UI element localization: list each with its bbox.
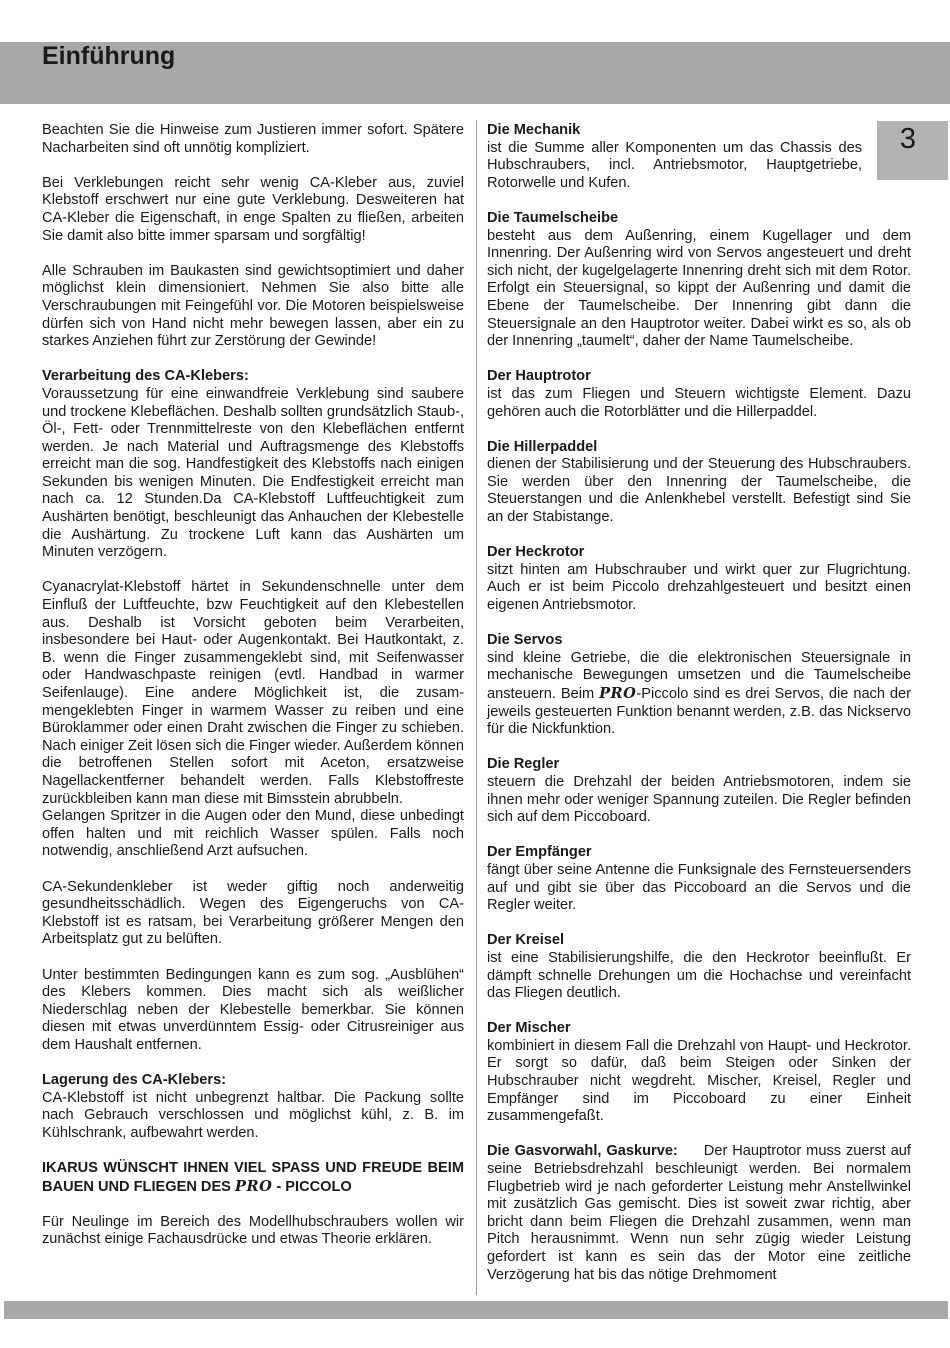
term-text: dienen der Stabilisierung und der Steuerung des Hubschraubers. Sie werden über den Innenring der Taumelscheibe, die Steuerstangen und die Anlenkhebel verstellt. Befestigt sind Sie an der Stabistange. [487, 456, 911, 526]
term-kreisel [487, 932, 911, 1002]
paragraph-schrauben: Alle Schrauben im Baukasten sind gewichtsoptimiert und daher möglichst klein dimensioniert. Nehmen Sie also bitte alle Verschraubungen mit Feingefühl vor. Die Motoren beispielsweise dürfen sich von Hand nicht mehr bewegen lassen, aber ein zu starkes Anziehen führt zur Zerstörung der Gewinde! [42, 262, 464, 350]
term-heading: Die Servos [487, 632, 563, 649]
footer-bar [4, 1301, 948, 1319]
paragraph-verklebungen: Bei Verklebungen reicht sehr wenig CA-Kleber aus, zuviel Klebstoff erschwert nur eine gute Verklebung. Desweiteren hat CA-Kleber die Eigenschaft, in enge Spalten zu fließen, arbeiten Sie damit also bitte immer sparsam und sorgfältig! [42, 174, 464, 244]
term-heading: Die Gasvorwahl, Gaskurve: [487, 1143, 678, 1160]
term-text: sitzt hinten am Hubschrauber und wirkt quer zur Flugrichtung. Auch er ist beim Piccolo drehzahlgesteuert und besitzt einen eigenen Antriebsmotor. [487, 561, 911, 614]
page-number: 3 [899, 123, 917, 155]
term-text: ist die Summe aller Komponenten um das Chassis des Hubschraubers, incl. Antriebsmotor, Hauptgetriebe, Rotorwelle und Kufen. [487, 139, 862, 191]
section-text: Voraussetzung für eine einwandfreie Verklebung sind saubere und trockene Klebeflächen. Deshalb sollten grundsätzlich Staub-, Öl-, Fett- oder Trennmittelreste von den Klebeflächen entfernt werden. Je nach Material und Auftragsmenge des Klebstoffs erreicht man die sog. Handfestigkeit des Klebstoffs nach einigen Sekunden bis wenigen Minuten. Die Endfestigkeit erreicht man nach ca. 12 Stunden.Da CA-Klebstoff Luftfeuchtigkeit zum Aushärten benötigt, beschleunigt das Anhauchen der Klebestelle die Aushärtung. Zu trockene Luft kann das Aushärten um Minuten verzögern. [42, 385, 464, 561]
term-heading: Die Hillerpaddel [487, 438, 598, 455]
term-text: besteht aus dem Außenring, einem Kugellager und dem Innenring. Der Außenring wird von Servos angesteuert und dreht sich nicht, der kugelgelagerte Innenring dreht sich mit dem Rotor. Erfolgt ein Steuersignal, so kippt der Außenring und damit die Ebene der Taumelscheibe. Der Innenring gibt dann die Steuersignale an den Hauptrotor weiter. Dabei wirkt es so, als ob der Innenring „taumelt“, daher der Name Taumelscheibe. [487, 227, 911, 350]
term-gasvorwahl [487, 1143, 911, 1284]
page-title: Einführung [42, 42, 176, 70]
paragraph-giftig: CA-Sekundenkleber ist weder giftig noch anderweitig gesundheitsschädlich. Wegen des Eigengeruchs von CA-Klebstoff ist es ratsam, bei Verarbeitung größerer Mengen den Arbeitsplatz gut zu belüften. [42, 878, 464, 948]
term-regler [487, 756, 911, 826]
term-text: Der Hauptrotor muss zuerst auf seine Betriebsdrehzahl beschleunigt werden. Bei normalem Flugbetrieb wird je nach geforderter Leistung mehr Anstellwinkel mit zusätzlich Gas gemischt. Dies ist soweit zwar richtig, aber bricht dann beim Fliegen die Drehzahl zusammen, wenn man Pitch herausnimmt. Wenn nun sehr zügig wieder Leistung gefordert ist kann es sein das der Motor eine zeitliche Verzögerung hat bis das nötige Drehmoment [487, 1143, 911, 1283]
term-text: steuern die Drehzahl der beiden Antriebsmotoren, indem sie ihnen mehr oder weniger Spannung zuteilen. Die Regler befinden sich auf dem Piccoboard. [487, 773, 911, 826]
term-heckrotor [487, 544, 911, 614]
term-text: fängt über seine Antenne die Funksignale des Fernsteuersenders auf und gibt sie über das Piccoboard an die Servos und die Regler weiter. [487, 861, 911, 914]
slogan-text: IKARUS WÜNSCHT IHNEN VIEL SPASS UND FREUDE BEIM BAUEN UND FLIEGEN DES [42, 1160, 464, 1195]
paragraph-augen: Gelangen Spritzer in die Augen oder den Mund, diese unbedingt offen halten und mit reichlich Wasser spülen. Falls noch notwendig, anschließend Arzt aufsuchen. [42, 808, 464, 860]
term-taumelscheibe [487, 210, 911, 351]
term-text: kombiniert in diesem Fall die Drehzahl von Haupt- und Heckrotor. Er sorgt so dafür, daß beim Steigen oder Sinken der Hubschrauber nicht wegdreht. Mischer, Kreisel, Regler und Empfänger sind im Piccoboard zu einer Einheit zusammengefaßt. [487, 1037, 911, 1125]
paragraph-cyanacrylat: Cyanacrylat-Klebstoff härtet in Sekundenschnelle unter dem Einfluß der Luftfeuchte, bzw Feuchtigkeit auf den Klebestellen aus. Deshalb ist Vorsicht geboten beim Verarbeiten, insbesondere bei Haut- oder Augenkontakt. Bei Hautkontakt, z. B. wenn die Finger zusammengeklebt sind, mit Seifenwasser oder Handwaschpaste reinigen (evtl. Handbad in warmer Seifenlauge). Eine andere Möglichkeit ist, die zusammengeklebten Finger in warmem Wasser zu reiben und eine Büroklammer oder einen Draht zwischen die Finger zu schieben. Nach einiger Zeit lösen sich die Finger wieder. Außerdem können die betroffenen Stellen sofort mit Aceton, ersatzweise Nagellackentferner behandelt werden. Falls Klebstoffreste zurückbleiben kann man diese mit Bimsstein abrubbeln. [42, 579, 464, 807]
term-heading: Die Regler [487, 756, 560, 773]
term-heading: Die Mechanik [487, 122, 581, 138]
term-heading: Die Taumelscheibe [487, 209, 619, 226]
term-servos [487, 632, 911, 739]
section-ca-verarbeitung [42, 368, 464, 562]
pro-logo: PRO [599, 685, 637, 702]
term-heading: Der Hauptrotor [487, 368, 591, 385]
paragraph-neulinge: Für Neulinge im Bereich des Modellhubschraubers wollen wir zunächst einige Fachausdrücke und etwas Theorie erklären. [42, 1213, 464, 1248]
pro-logo: PRO [234, 1177, 273, 1195]
term-heading: Der Kreisel [487, 932, 565, 949]
section-ca-lagerung [42, 1072, 464, 1142]
section-heading: Lagerung des CA-Klebers: [42, 1072, 227, 1089]
term-text: ist eine Stabilisierungshilfe, die den Heckrotor beeinflußt. Er dämpft schnelle Drehungen um die Hochachse und vereinfacht das Fliegen deutlich. [487, 949, 911, 1002]
right-column [487, 122, 911, 1302]
term-hillerpaddel [487, 439, 911, 527]
section-text: CA-Klebstoff ist nicht unbegrenzt haltbar. Die Packung sollte nach Gebrauch verschlossen und möglichst kühl, z. B. im Kühlschrank, aufbewahrt werden. [42, 1089, 464, 1141]
term-empfaenger [487, 844, 911, 914]
column-divider [476, 120, 477, 1295]
term-mischer [487, 1020, 911, 1126]
slogan [42, 1160, 464, 1196]
paragraph-ausbluehen: Unter bestimmten Bedingungen kann es zum sog. „Ausblühen“ des Klebers kommen. Dies macht sich als weißlicher Niederschlag neben der Klebestelle bemerkbar. Sie können diesen mit etwas unverdünntem Essig- oder Citrusreiniger aus dem Haushalt entfernen. [42, 966, 464, 1053]
term-heading: Der Heckrotor [487, 544, 585, 561]
term-mechanik [487, 122, 862, 192]
term-text: sind kleine Getriebe, die die elektronischen Steuersignale in mechanische Bewegungen umsetzen und die Taumelscheibe ansteuern. Beim [487, 649, 911, 702]
slogan-suffix: - PICCOLO [276, 1178, 352, 1195]
term-heading: Der Mischer [487, 1020, 571, 1037]
term-text-cont: -Piccolo sind es drei Servos, die nach der jeweils gesteuerten Funktion benannt werden, z.B. das Nickservo für die Nickfunktion. [487, 686, 911, 738]
term-hauptrotor [487, 368, 911, 421]
term-text: ist das zum Fliegen und Steuern wichtigste Element. Dazu gehören auch die Rotorblätter und die Hillerpaddel. [487, 385, 911, 420]
section-heading: Verarbeitung des CA-Klebers: [42, 368, 249, 385]
term-heading: Der Empfänger [487, 844, 592, 861]
paragraph-justieren: Beachten Sie die Hinweise zum Justieren immer sofort. Spätere Nacharbeiten sind oft unnötig kompliziert. [42, 122, 464, 156]
left-column [42, 122, 464, 1267]
